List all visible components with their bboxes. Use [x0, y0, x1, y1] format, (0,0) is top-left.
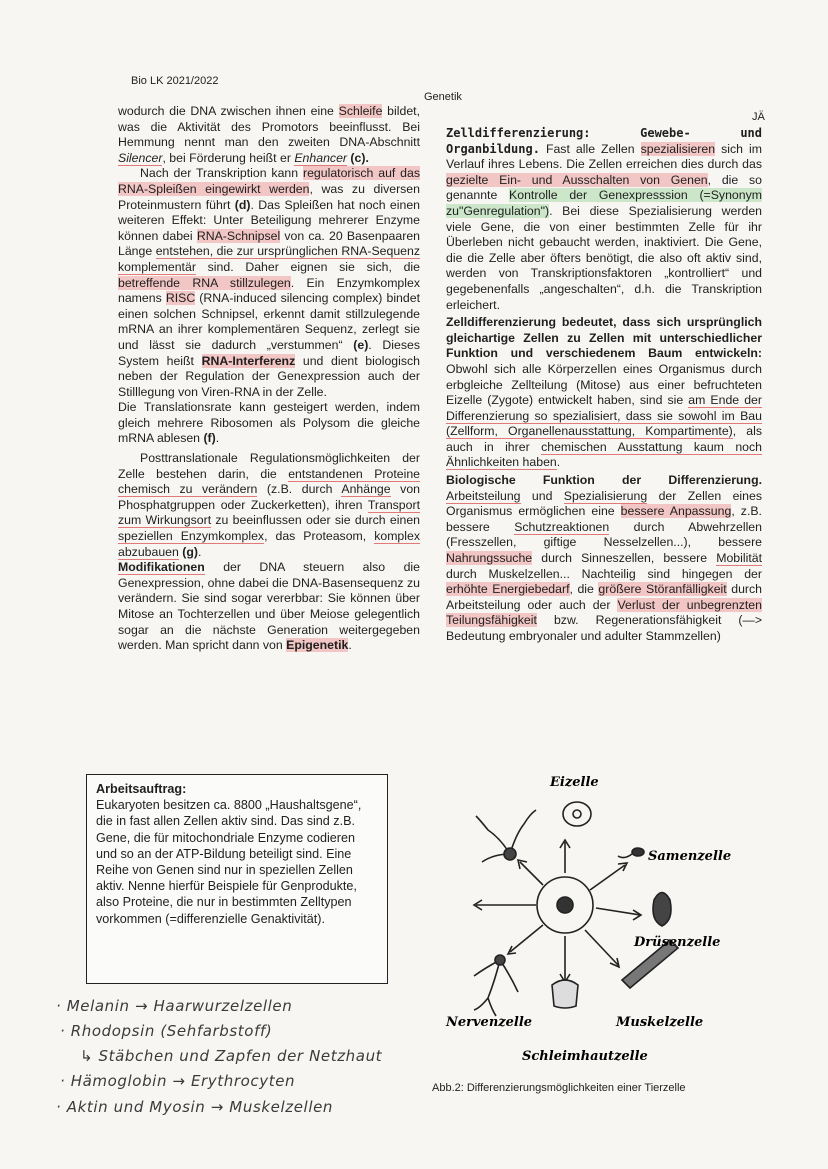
handwritten-note-3: ↳ Stäbchen und Zapfen der Netzhaut	[80, 1047, 383, 1065]
arrow-to-muscle	[585, 930, 618, 965]
label-mucosa: Schleimhautzelle	[522, 1049, 648, 1064]
figure-caption: Abb.2: Differenzierungsmöglichkeiten einer Tierzelle	[432, 1082, 686, 1094]
task-title: Arbeitsauftrag:	[96, 782, 187, 796]
egg-cell-shape	[563, 802, 591, 826]
paragraph-differentiation: Zelldifferenzierung: Gewebe- und Organbildung. Fast alle Zellen spezialisieren sich im Verlauf ihres Lebens. Die Zellen erreichen dies durch das gezielte Ein- und Ausschalten von Genen, die so genannte Kontrolle der Genexpresssion (=Synonym zu"Genregulation"). Bei diese Spezialisierung werden viele Gene, die von einer bestimmten Zelle für ihr Überleben nicht gebaucht werden, inaktiviert. Die Gene, die die Zelle aber öfters benötigt, die also oft aktiv sind, werden von Transkriptionsfaktoren „kontrolliert“ und gegebenenfalls „angeschalten“, d.h. die Transkription erleichert.	[446, 126, 762, 312]
label-sperm: Samenzelle	[648, 849, 732, 864]
arrow-head-muscle	[610, 958, 619, 967]
arrow-to-sperm	[590, 865, 625, 890]
task-box	[86, 774, 388, 984]
paragraph-definition: Zelldifferenzierung bedeutet, dass sich ursprünglich gleichartige Zellen zu Zellen mit unterschiedlicher Funktion und verschiedenem Baum entwickeln: Obwohl sich alle Körperzellen eines Organismus durch erbgleiche Zellteilung (Mitose) aus einer befruchteten Eizelle (Zygote) entwickelt haben, sind sie am Ende der Differenzierung so spezialisiert, dass sie sowohl im Bau (Zellform, Organellenausstattung, Kompartimente), als auch in ihrer chemischen Ausstattung kaum noch Ähnlichkeiten haben.	[446, 315, 762, 470]
initials-label: JÄ	[752, 111, 765, 123]
label-egg: Eizelle	[550, 775, 599, 790]
nerve-cell-body	[495, 955, 505, 965]
sperm-head	[632, 848, 644, 856]
subject-label: Genetik	[424, 91, 462, 103]
branching-cell-body	[504, 848, 516, 860]
paragraph-posttranslational: Posttranslationale Regulationsmöglichkeiten der Zelle bestehen darin, die entstandenen Proteine chemisch zu verändern (z.B. durch Anhänge von Phosphatgruppen oder Zuckerketten), ihren Transport zum Wirkungsort zu beeinflussen oder sie durch einen speziellen Enzymkomplex, das Proteasom, komplex abzubauen (g).	[118, 451, 420, 559]
course-label: Bio LK 2021/2022	[131, 75, 219, 87]
paragraph-loop: wodurch die DNA zwischen ihnen eine Schleife bildet, was die Aktivität des Promotors beeinflusst. Bei Hemmung nennt man den zweiten DNA-Abschnitt Silencer, bei Förderung heißt er Enhancer (c).	[118, 104, 420, 165]
mucosa-cell-shape	[552, 980, 578, 1008]
sperm-tail	[618, 854, 632, 858]
nerve-cell-dendrites	[474, 960, 518, 1016]
stem-cell-nucleus	[557, 897, 573, 913]
label-gland: Drüsenzelle	[634, 935, 721, 950]
arrow-to-nerve	[510, 925, 543, 952]
handwritten-note-4: · Hämoglobin → Erythrocyten	[60, 1072, 296, 1090]
paragraph-splicing: Nach der Transkription kann regulatorisch auf das RNA-Spleißen eingewirkt werden, was zu diversen Proteinmustern führt (d). Das Spleißen hat noch einen weiteren Effekt: Unter Beteiligung mehrerer Enzyme können dabei RNA-Schnipsel von ca. 20 Basenpaaren Länge entstehen, die zur ursprünglichen RNA-Sequenz komplementär sind. Daher eignen sie sich, die betreffende RNA stillzulegen. Ein Enzymkomplex namens RISC (RNA-induced silencing complex) bindet einen solchen Schnipsel, erkennt damit stillzulegende mRNA an ihrer komplementären Sequenz, zerlegt sie und lässt sie dadurch „verstummen“ (e). Dieses System heißt RNA-Interferenz und dient biologisch neben der Regulation der Genexpression auch der Stilllegung von Viren-RNA in der Zelle.	[118, 166, 421, 399]
task-body: Eukaryoten besitzen ca. 8800 „Haushaltsgene“, die in fast allen Zellen aktiv sind. Das sind z.B. Gene, die für mitochondriale Enzyme codieren und so an der ATP-Bildung beteiligt sind. Eine Reihe von Genen sind nur in speziellen Zellen aktiv. Nenne hierfür Beispiele für Genprodukte, also Proteine, die nur in bestimmten Zelltypen vorkommen (=differenzielle Genaktivität).	[96, 798, 362, 926]
handwritten-note-5: · Aktin und Myosin → Muskelzellen	[56, 1098, 334, 1116]
handwritten-note-2: · Rhodopsin (Sehfarbstoff)	[60, 1022, 273, 1040]
paragraph-epigenetics: Modifikationen der DNA steuern also die Genexpression, ohne dabei die DNA-Basensequenz zu verändern. Sie sind sogar vererbbar: Sie können über Mitose an Tochterzellen und über Meiose gelegentlich sogar an die nächste Generation weitergegeben werden. Man spricht dann von Epigenetik.	[118, 560, 420, 653]
left-text-column	[118, 104, 420, 654]
label-nerve: Nervenzelle	[446, 1015, 533, 1030]
egg-cell-core	[573, 810, 581, 818]
arrow-to-upper-left	[520, 862, 543, 885]
gland-cell-shape	[653, 893, 671, 927]
paragraph-biological-function: Biologische Funktion der Differenzierung. Arbeitsteilung und Spezialisierung der Zellen eines Organismus ermöglichen eine bessere Anpassung, z.B. bessere Schutzreaktionen durch Abwehrzellen (Fresszellen, giftige Nesselzellen...), bessere Nahrungssuche durch Sinneszellen, bessere Mobilität durch Muskelzellen... Nachteilig sind hingegen der erhöhte Energiebedarf, die größere Störanfälligkeit durch Arbeitsteilung oder auch der Verlust der unbegrenzten Teilungsfähigkeit bzw. Regenerationsfähigkeit (—> Bedeutung embryonaler und adulter Stammzellen)	[446, 473, 762, 643]
paragraph-translation: Die Translationsrate kann gesteigert werden, indem gleich mehrere Ribosomen als Polysom die gleiche mRNA ablesen (f).	[118, 400, 420, 446]
handwritten-note-1: · Melanin → Haarwurzelzellen	[56, 997, 293, 1015]
right-text-column	[446, 126, 762, 645]
differentiation-diagram	[440, 770, 740, 1070]
arrow-to-gland	[596, 908, 640, 915]
label-muscle: Muskelzelle	[616, 1015, 704, 1030]
